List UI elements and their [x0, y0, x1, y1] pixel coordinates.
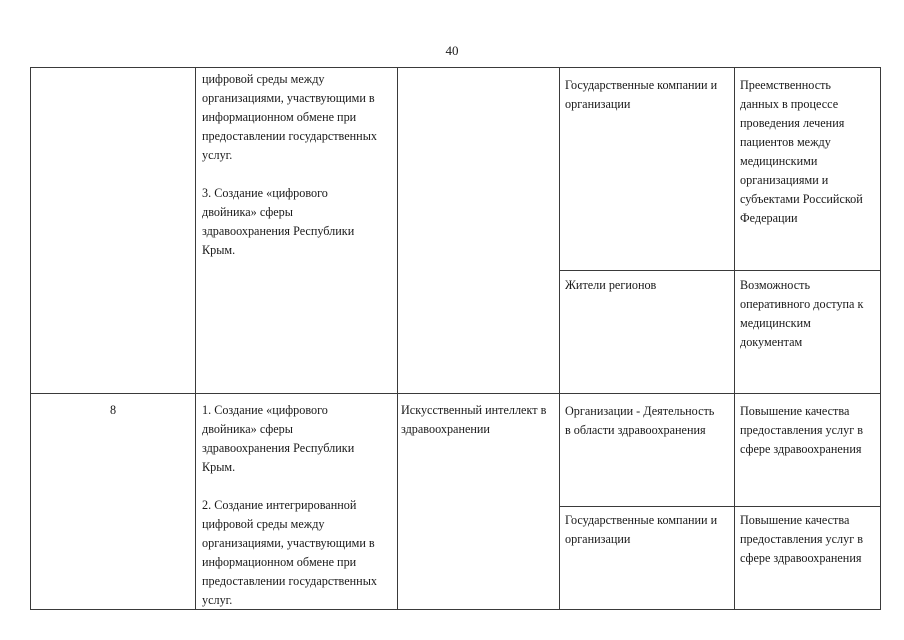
beneficiary-group-cell: Государственные компании и организации — [565, 513, 718, 546]
tasks-cell: цифровой среды между организациями, участвующими в информационном обмене при предоставлении государственных услуг. 3. Создание «цифрового двойника» сферы здравоохранения Республики Крым. — [202, 72, 377, 257]
page-number: 40 — [445, 43, 459, 58]
row-number-cell: 8 — [109, 403, 117, 417]
column-divider — [734, 67, 735, 610]
beneficiary-group-cell: Государственные компании и организации — [565, 78, 718, 111]
effect-cell: Повышение качества предоставления услуг в сфере здравоохранения — [740, 404, 864, 456]
column-divider — [397, 67, 398, 610]
effect-cell: Повышение качества предоставления услуг в сфере здравоохранения — [740, 513, 864, 565]
table-border-left — [30, 67, 31, 610]
table-row-divider — [30, 393, 881, 394]
tasks-cell: 1. Создание «цифрового двойника» сферы здравоохранения Республики Крым. 2. Создание интегрированной цифровой среды между организациями, участвующими в информационном обмене при предоставлении государственных услуг. — [202, 403, 377, 607]
table-border-top — [30, 67, 881, 68]
effect-cell: Преемственность данных в процессе проведения лечения пациентов между медицинскими организациями и субъектами Российской Федерации — [740, 78, 863, 225]
beneficiary-divider — [559, 270, 881, 271]
beneficiary-group-cell: Жители регионов — [565, 278, 657, 292]
column-divider — [559, 67, 560, 610]
table-border-bottom — [30, 609, 881, 610]
column-divider — [195, 67, 196, 610]
beneficiary-group-cell: Организации - Деятельность в области здравоохранения — [565, 404, 715, 437]
technology-cell: Искусственный интеллект в здравоохранении — [401, 403, 547, 436]
effect-cell: Возможность оперативного доступа к медицинским документам — [740, 278, 864, 349]
beneficiary-divider — [559, 506, 881, 507]
table-border-right — [880, 67, 881, 610]
